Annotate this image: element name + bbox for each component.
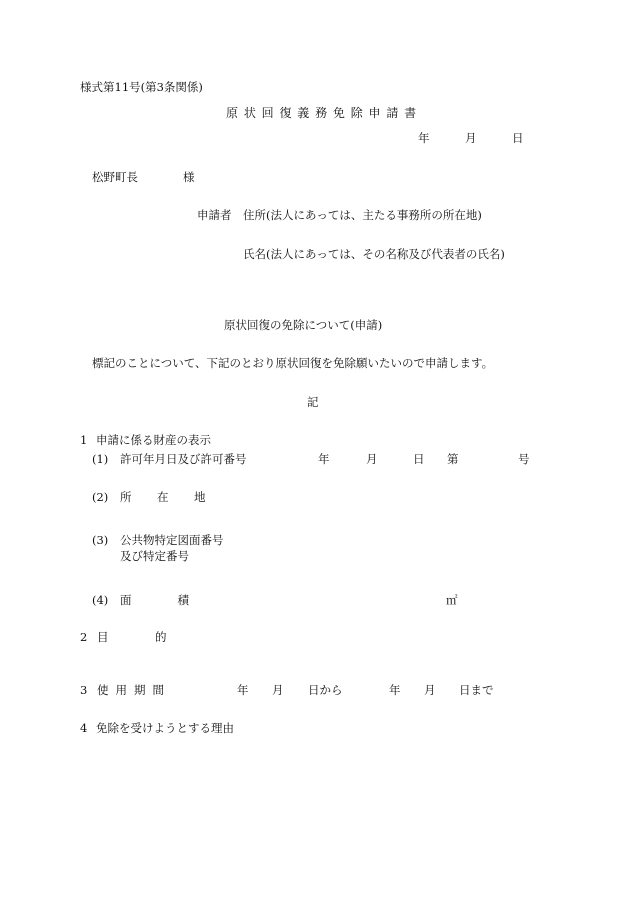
date-day-label: 日 — [512, 131, 524, 145]
item-3-number: 3 — [80, 683, 88, 697]
sub-1-number: (1) — [92, 452, 109, 466]
item-3-from-day: 日から — [308, 683, 343, 697]
item-1-number: 1 — [80, 433, 88, 447]
addressee-honorific: 様 — [183, 170, 195, 184]
sub-1-day-label: 日 — [413, 452, 425, 466]
applicant-address-label: 住所(法人にあっては、主たる事務所の所在地) — [243, 208, 482, 222]
applicant-label: 申請者 — [197, 208, 232, 222]
item-3-to-year: 年 — [389, 683, 401, 697]
sub-3-label-line-2: 及び特定番号 — [120, 549, 189, 563]
item-4-label: 免除を受けようとする理由 — [96, 721, 234, 735]
sub-3-number: (3) — [92, 533, 109, 547]
item-2-number: 2 — [80, 630, 88, 644]
item-1-label: 申請に係る財産の表示 — [96, 433, 211, 447]
document-title: 原 状 回 復 義 務 免 除 申 請 書 — [226, 106, 418, 120]
sub-4-number: (4) — [92, 593, 109, 607]
subject-heading: 原状回復の免除について(申請) — [224, 318, 383, 332]
item-4-number: 4 — [80, 721, 88, 735]
sub-2-number: (2) — [92, 490, 109, 504]
sub-1-month-label: 月 — [366, 452, 378, 466]
sub-3-label-line-1: 公共物特定図面番号 — [120, 533, 224, 547]
applicant-name-label: 氏名(法人にあっては、その名称及び代表者の氏名) — [243, 247, 505, 261]
ki-heading: 記 — [307, 395, 319, 409]
addressee-name: 松野町長 — [92, 170, 138, 184]
body-text: 標記のことについて、下記のとおり原状回復を免除願いたいので申請します。 — [92, 356, 494, 370]
date-year-label: 年 — [418, 131, 430, 145]
item-2-label-b: 的 — [155, 630, 167, 644]
sub-1-year-label: 年 — [318, 452, 330, 466]
sub-1-go-label: 号 — [518, 452, 530, 466]
sub-4-unit: ㎡ — [446, 593, 458, 607]
item-3-from-year: 年 — [237, 683, 249, 697]
item-3-from-month: 月 — [272, 683, 284, 697]
date-month-label: 月 — [465, 131, 477, 145]
item-3-to-month: 月 — [424, 683, 436, 697]
sub-2-label: 所 在 地 — [120, 490, 213, 504]
sub-1-dai-label: 第 — [447, 452, 459, 466]
item-3-to-day: 日まで — [459, 683, 494, 697]
item-2-label-a: 目 — [97, 630, 109, 644]
form-number: 様式第11号(第3条関係) — [80, 80, 203, 94]
item-3-label: 使用期間 — [97, 683, 171, 697]
sub-1-label: 許可年月日及び許可番号 — [120, 452, 247, 466]
sub-4-label: 面 積 — [120, 593, 189, 607]
